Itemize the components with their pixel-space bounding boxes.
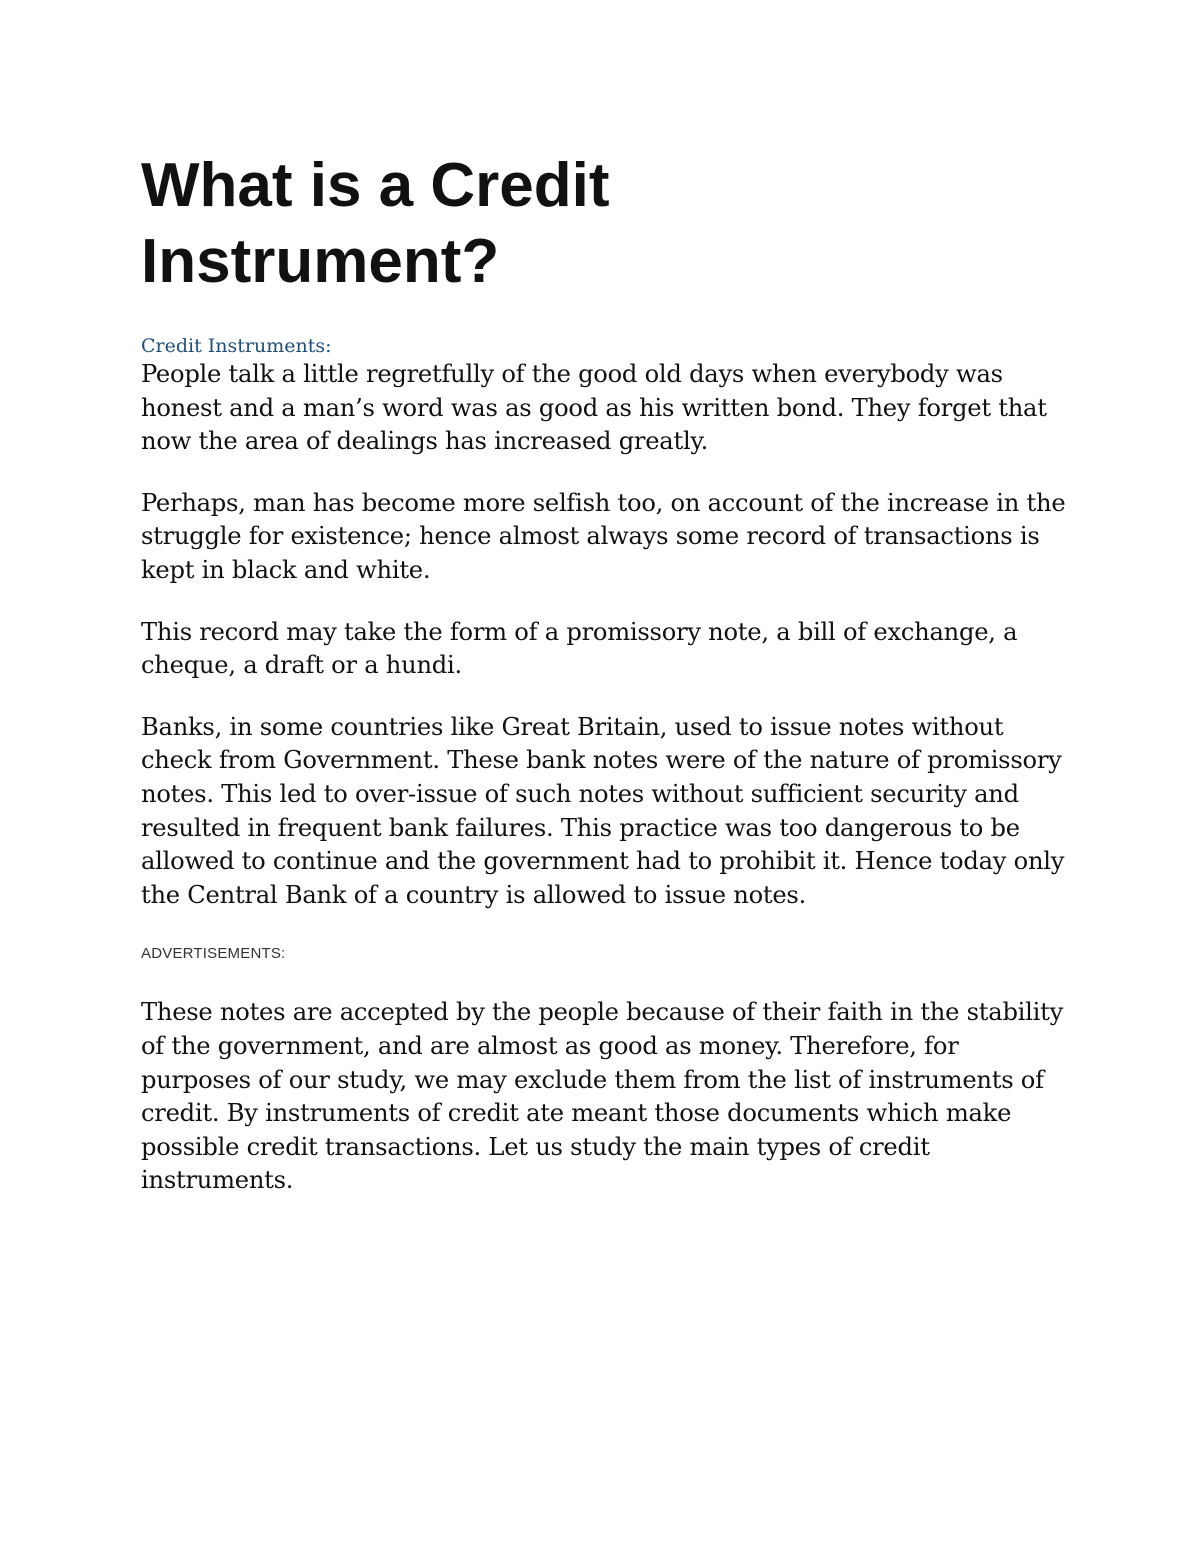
body-section: [141, 358, 1071, 912]
advertisements-label: ADVERTISEMENTS:: [141, 945, 286, 963]
body-paragraph-1: People talk a little regretfully of the good old days when everybody was honest and a man’s word was as good as his written bond. They forget that now the area of dealings has increased greatly.: [141, 360, 1047, 456]
document-title: What is a Credit Instrument?: [141, 151, 610, 296]
body-paragraph-4: Banks, in some countries like Great Britain, used to issue notes without check from Government. These bank notes were of the nature of promissory notes. This led to over-issue of such notes without sufficient security and resulted in frequent bank failures. This practice was too dangerous to be allowed to continue and the government had to prohibit it. Hence today only the Central Bank of a country is allowed to issue notes.: [141, 712, 1065, 909]
document-page: [141, 148, 1071, 1198]
body-paragraph-3: This record may take the form of a promissory note, a bill of exchange, a cheque, a draft or a hundi.: [141, 617, 1018, 680]
body-paragraph-2: Perhaps, man has become more selfish too, on account of the increase in the struggle for existence; hence almost always some record of transactions is kept in black and white.: [141, 488, 1066, 584]
body-paragraph-5: These notes are accepted by the people because of their faith in the stability of the government, and are almost as good as money. Therefore, for purposes of our study, we may exclude them from the list of instruments of credit. By instruments of credit ate meant those documents which make possible credit transactions. Let us study the main types of credit instruments.: [141, 998, 1064, 1195]
section-subheading: Credit Instruments:: [141, 335, 332, 357]
